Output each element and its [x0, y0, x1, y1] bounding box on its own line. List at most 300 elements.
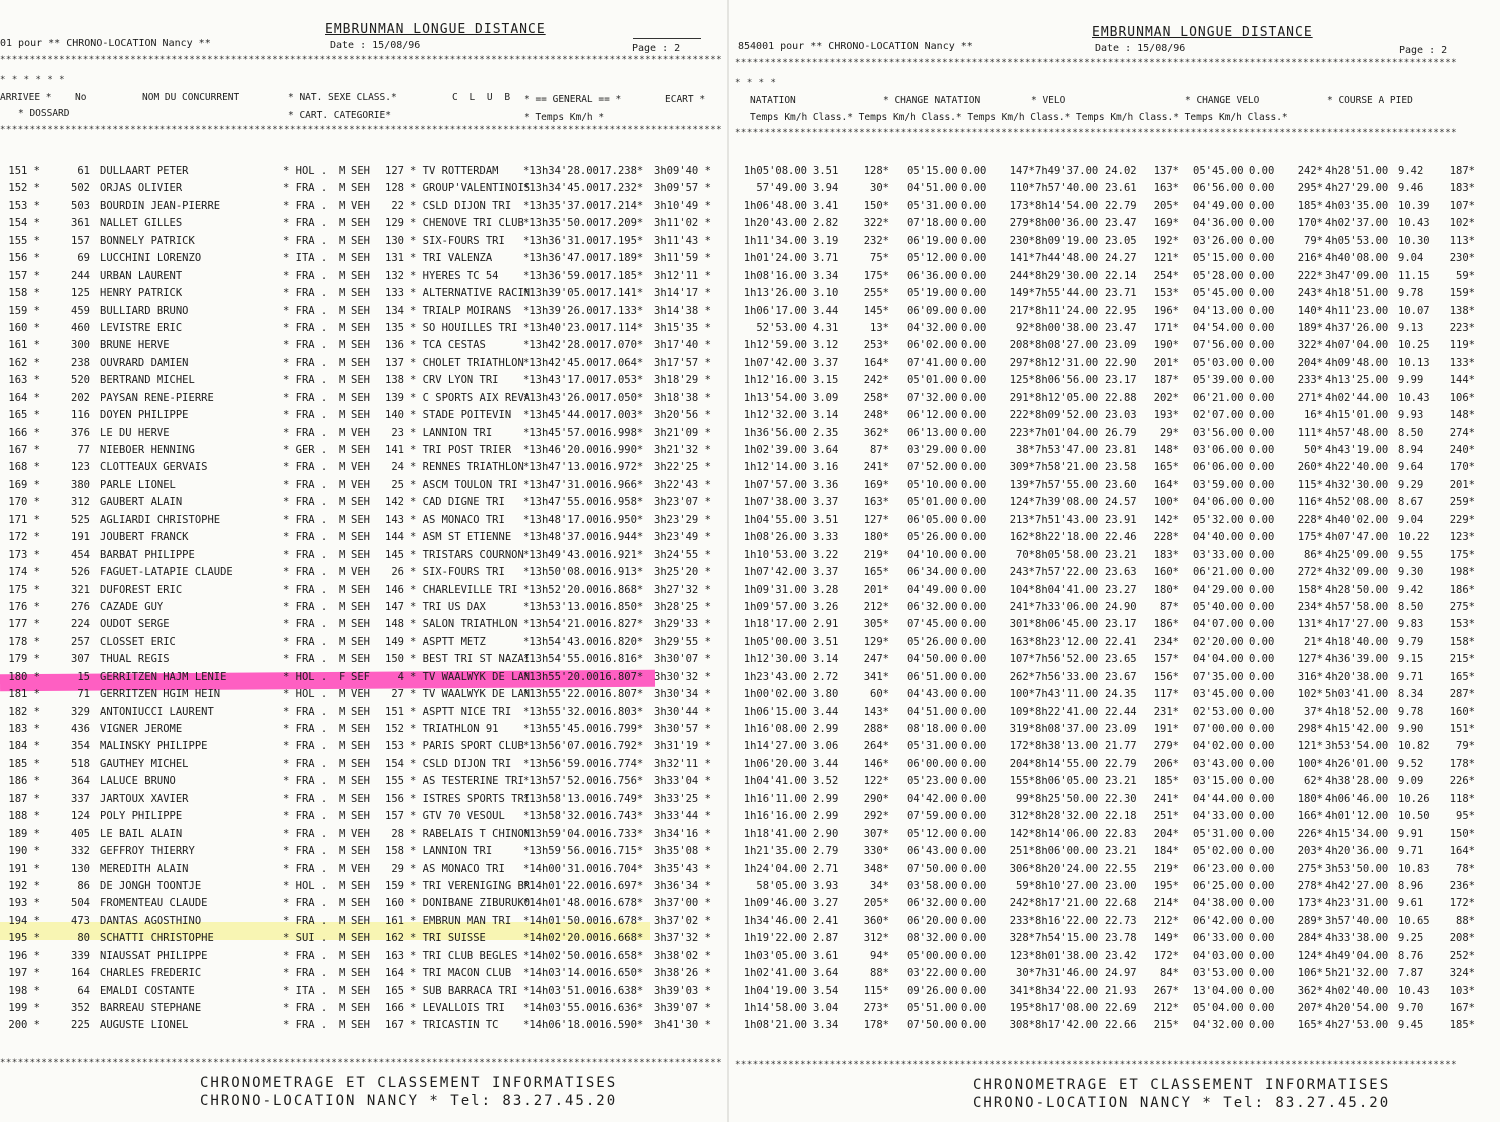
cell-runcls: 240*: [1449, 444, 1475, 456]
cell-name: SCHATTI CHRISTOPHE: [100, 932, 214, 945]
cell-rank: 169 *: [8, 478, 40, 491]
cell-t1cls: 162*: [1009, 531, 1035, 544]
cell-speed: 16.774*: [599, 757, 644, 770]
cell-bib: 520: [71, 374, 90, 387]
cell-sex: M: [339, 444, 346, 456]
cell-runcls: 159*: [1449, 287, 1475, 300]
cell-swimcls: 348*: [863, 862, 889, 875]
cell-t1km: 0.00: [961, 775, 987, 788]
cell-bikekm: 22.69: [1105, 1002, 1137, 1014]
cell-speed: 17.053*: [599, 374, 644, 387]
cell-t1km: 0.00: [961, 374, 987, 387]
cell-swimcls: 305*: [863, 618, 889, 631]
cell-t1km: 0.00: [961, 740, 987, 753]
cell-gap: 3h11'02 *: [654, 217, 711, 230]
cell-name: BULLIARD BRUNO: [100, 304, 189, 317]
cell-sex: M: [339, 897, 346, 910]
cell-runcls: 88*: [1456, 914, 1475, 927]
cell-nat: * FRA .: [283, 426, 328, 439]
cell-t1: 06'19.00: [907, 234, 958, 247]
cell-swim: 1h05'08.00: [743, 165, 807, 177]
cell-bike: 8h34'22.00: [1035, 984, 1099, 997]
cell-t2cls: 189*: [1297, 321, 1323, 334]
cell-gap: 3h14'17 *: [654, 287, 711, 300]
cell-club: * SALON TRIATHLON: [410, 618, 518, 631]
cell-t1cls: 92*: [1016, 321, 1035, 334]
cell-bike: 8h00'36.00: [1035, 217, 1099, 230]
cell-bike: 7h57'40.00: [1035, 182, 1099, 195]
page-gutter: [727, 0, 729, 1122]
cell-nat: * FRA .: [283, 792, 328, 805]
cell-bike: 8h06'45.00: [1035, 618, 1099, 631]
right-col-subheaders: Temps Km/h Class.* Temps Km/h Class.* Temps Km/h Class.* Temps Km/h Class.* Temps Km/h Class.*: [750, 112, 1288, 123]
cell-bike: 8h28'32.00: [1035, 810, 1099, 823]
cell-cls: 150: [385, 653, 404, 666]
cell-club: * RABELAIS T CHINON: [410, 827, 531, 840]
cell-nat: * HOL .: [283, 165, 328, 177]
cell-swimkm: 3.44: [813, 757, 839, 770]
cell-cat: SEH: [351, 304, 370, 317]
cell-runkm: 8.50: [1398, 600, 1424, 613]
cell-time: *13h34'45.00: [523, 182, 599, 195]
cell-t1km: 0.00: [961, 670, 987, 683]
right-col-course: * COURSE A PIED: [1327, 95, 1413, 106]
cell-bikekm: 23.09: [1105, 723, 1137, 735]
cell-swimkm: 3.19: [813, 234, 839, 247]
cell-run: 3h47'09.00: [1325, 269, 1389, 282]
cell-runcls: 107*: [1449, 199, 1475, 212]
cell-name: PARLE LIONEL: [100, 478, 176, 491]
cell-t1cls: 142*: [1009, 827, 1035, 840]
cell-cls: 141: [385, 444, 404, 456]
cell-swimkm: 3.06: [813, 740, 839, 753]
cell-t2km: 0.00: [1249, 496, 1275, 509]
cell-speed: 16.733*: [599, 827, 644, 840]
cell-runkm: 9.52: [1398, 757, 1424, 770]
cell-sex: M: [339, 217, 346, 230]
cell-cat: VEH: [351, 426, 370, 439]
left-title: EMBRUNMAN LONGUE DISTANCE: [325, 22, 546, 37]
cell-name: JARTOUX XAVIER: [100, 792, 189, 805]
cell-name: CLOSSET ERIC: [100, 635, 176, 648]
cell-swimkm: 3.93: [813, 879, 839, 892]
cell-t2km: 0.00: [1249, 199, 1275, 212]
cell-t2: 03'53.00: [1193, 967, 1244, 980]
cell-bikecls: 87*: [1160, 600, 1179, 613]
cell-t2km: 0.00: [1249, 217, 1275, 230]
cell-cat: SEH: [351, 618, 370, 631]
cell-club: * TV ROTTERDAM: [410, 165, 499, 177]
cell-runcls: 106*: [1449, 391, 1475, 404]
cell-t1cls: 70*: [1016, 548, 1035, 561]
cell-t2km: 0.00: [1249, 374, 1275, 387]
cell-swim: 1h02'39.00: [743, 444, 807, 456]
cell-nat: * HOL .: [283, 670, 328, 683]
cell-speed: 17.238*: [599, 165, 644, 177]
cell-t2km: 0.00: [1249, 583, 1275, 596]
cell-name: BONNELY PATRICK: [100, 234, 195, 247]
cell-gap: 3h35'08 *: [654, 845, 711, 858]
cell-runcls: 119*: [1449, 339, 1475, 352]
cell-t1cls: 172*: [1009, 740, 1035, 753]
cell-swimkm: 2.90: [813, 827, 839, 840]
cell-t1: 04'42.00: [907, 792, 958, 805]
cell-bike: 7h56'52.00: [1035, 653, 1099, 666]
cell-nat: * FRA .: [283, 269, 328, 282]
cell-bikecls: 234*: [1153, 635, 1179, 648]
cell-nat: * FRA .: [283, 1002, 328, 1014]
cell-time: *13h48'17.00: [523, 513, 599, 526]
left-col-general: * == GENERAL == *: [524, 94, 622, 105]
cell-run: 3h53'50.00: [1325, 862, 1389, 875]
cell-club: * SIX-FOURS TRI: [410, 234, 505, 247]
cell-speed: 16.638*: [599, 984, 644, 997]
cell-sex: M: [339, 287, 346, 300]
cell-speed: 17.195*: [599, 234, 644, 247]
cell-t2cls: 116*: [1297, 496, 1323, 509]
cell-cls: 149: [385, 635, 404, 648]
cell-sex: M: [339, 513, 346, 526]
cell-run: 4h43'19.00: [1325, 444, 1389, 456]
cell-bike: 8h22'41.00: [1035, 705, 1099, 718]
cell-t1km: 0.00: [961, 705, 987, 718]
cell-runcls: 153*: [1449, 618, 1475, 631]
cell-swimkm: 2.87: [813, 932, 839, 945]
cell-sex: M: [339, 374, 346, 387]
cell-t1km: 0.00: [961, 426, 987, 439]
cell-t2km: 0.00: [1249, 234, 1275, 247]
cell-t2cls: 140*: [1297, 304, 1323, 317]
cell-cat: SEH: [351, 182, 370, 195]
cell-t2km: 0.00: [1249, 653, 1275, 666]
cell-sex: M: [339, 810, 346, 823]
cell-runkm: 9.42: [1398, 165, 1424, 177]
cell-swimcls: 247*: [863, 653, 889, 666]
cell-sex: M: [339, 827, 346, 840]
cell-runkm: 10.82: [1398, 740, 1430, 753]
cell-bikecls: 195*: [1153, 879, 1179, 892]
cell-bib: 526: [71, 566, 90, 579]
cell-swimkm: 3.51: [813, 165, 839, 177]
cell-runkm: 10.50: [1398, 810, 1430, 823]
cell-club: * TRI CLUB BEGLES: [410, 949, 518, 962]
cell-swimcls: 248*: [863, 409, 889, 422]
cell-club: * LANNION TRI: [410, 426, 493, 439]
cell-run: 4h02'37.00: [1325, 217, 1389, 230]
cell-cls: 137: [385, 356, 404, 369]
cell-nat: * FRA .: [283, 705, 328, 718]
cell-bib: 86: [77, 879, 90, 892]
cell-t2: 07'56.00: [1193, 339, 1244, 352]
cell-t1: 06'34.00: [907, 566, 958, 579]
cell-swim: 1h09'31.00: [743, 583, 807, 596]
cell-speed: 17.141*: [599, 287, 644, 300]
cell-bike: 8h06'56.00: [1035, 374, 1099, 387]
cell-rank: 180 *: [8, 670, 40, 683]
cell-t2: 04'38.00: [1193, 897, 1244, 910]
cell-t1: 05'10.00: [907, 478, 958, 491]
cell-sex: M: [339, 932, 346, 945]
cell-gap: 3h11'43 *: [654, 234, 711, 247]
cell-t1cls: 262*: [1009, 670, 1035, 683]
cell-bikecls: 279*: [1153, 740, 1179, 753]
cell-swimkm: 3.09: [813, 391, 839, 404]
cell-t1: 04'51.00: [907, 182, 958, 195]
cell-t1cls: 291*: [1009, 391, 1035, 404]
cell-speed: 16.868*: [599, 583, 644, 596]
cell-swimkm: 3.22: [813, 548, 839, 561]
cell-name: MEREDITH ALAIN: [100, 862, 189, 875]
cell-run: 3h53'54.00: [1325, 740, 1389, 753]
cell-speed: 17.003*: [599, 409, 644, 422]
cell-speed: 16.944*: [599, 531, 644, 544]
cell-cat: SEH: [351, 269, 370, 282]
cell-cls: 152: [385, 723, 404, 735]
cell-name: DOYEN PHILIPPE: [100, 409, 189, 422]
cell-swimcls: 129*: [863, 635, 889, 648]
cell-cat: SEH: [351, 217, 370, 230]
cell-name: OUDOT SERGE: [100, 618, 170, 631]
cell-bikekm: 22.55: [1105, 862, 1137, 875]
cell-runkm: 10.22: [1398, 531, 1430, 544]
cell-t2km: 0.00: [1249, 862, 1275, 875]
cell-cls: 127: [385, 165, 404, 177]
cell-bikecls: 206*: [1153, 757, 1179, 770]
cell-speed: 16.816*: [599, 653, 644, 666]
cell-runkm: 9.78: [1398, 705, 1424, 718]
cell-cls: 26: [391, 566, 404, 579]
cell-bib: 300: [71, 339, 90, 352]
cell-name: JOUBERT FRANCK: [100, 531, 189, 544]
cell-t1km: 0.00: [961, 618, 987, 631]
cell-rank: 170 *: [8, 496, 40, 509]
cell-runkm: 9.04: [1398, 252, 1424, 265]
cell-swim: 1h12'59.00: [743, 339, 807, 352]
cell-bike: 8h12'31.00: [1035, 356, 1099, 369]
cell-run: 4h33'38.00: [1325, 932, 1389, 945]
cell-bikecls: 212*: [1153, 914, 1179, 927]
cell-t2cls: 102*: [1297, 688, 1323, 701]
cell-cat: SEH: [351, 356, 370, 369]
cell-runcls: 123*: [1449, 531, 1475, 544]
cell-t1cls: 312*: [1009, 810, 1035, 823]
cell-sex: M: [339, 792, 346, 805]
cell-cls: 147: [385, 600, 404, 613]
cell-rank: 186 *: [8, 775, 40, 788]
cell-sex: M: [339, 914, 346, 927]
cell-rank: 157 *: [8, 269, 40, 282]
cell-t2km: 0.00: [1249, 792, 1275, 805]
cell-t2: 13'04.00: [1193, 984, 1244, 997]
cell-t2: 06'23.00: [1193, 862, 1244, 875]
cell-t2: 06'21.00: [1193, 391, 1244, 404]
cell-t1cls: 223*: [1009, 426, 1035, 439]
cell-bike: 8h09'52.00: [1035, 409, 1099, 422]
cell-bike: 7h43'11.00: [1035, 688, 1099, 701]
cell-t2cls: 21*: [1304, 635, 1323, 648]
cell-swimkm: 3.26: [813, 600, 839, 613]
cell-runcls: 287*: [1449, 688, 1475, 701]
cell-rank: 173 *: [8, 548, 40, 561]
cell-t1: 05'51.00: [907, 1002, 958, 1014]
cell-time: *13h55'32.00: [523, 705, 599, 718]
cell-bib: 123: [71, 461, 90, 474]
cell-runkm: 10.07: [1398, 304, 1430, 317]
cell-bike: 8h06'05.00: [1035, 775, 1099, 788]
cell-t2km: 0.00: [1249, 182, 1275, 195]
cell-t1cls: 251*: [1009, 845, 1035, 858]
cell-rank: 176 *: [8, 600, 40, 613]
cell-t2: 05'28.00: [1193, 269, 1244, 282]
cell-t2cls: 242*: [1297, 165, 1323, 177]
cell-time: *13h36'59.00: [523, 269, 599, 282]
cell-bikecls: 156*: [1153, 670, 1179, 683]
left-star-separator-bottom: **************************************************************************************************************************: [0, 1058, 722, 1068]
cell-runkm: 9.13: [1398, 321, 1424, 334]
cell-t2cls: 100*: [1297, 757, 1323, 770]
cell-runkm: 9.93: [1398, 409, 1424, 422]
cell-club: * TRI MACON CLUB: [410, 967, 512, 980]
cell-cls: 27: [391, 688, 404, 701]
cell-swimcls: 362*: [863, 426, 889, 439]
cell-cat: SEH: [351, 653, 370, 666]
cell-bikekm: 24.02: [1105, 165, 1137, 177]
cell-t1km: 0.00: [961, 600, 987, 613]
cell-t2km: 0.00: [1249, 723, 1275, 735]
cell-cat: VEH: [351, 199, 370, 212]
cell-swimcls: 341*: [863, 670, 889, 683]
cell-t1cls: 110*: [1009, 182, 1035, 195]
cell-t2: 02'53.00: [1193, 705, 1244, 718]
cell-cat: SEH: [351, 757, 370, 770]
cell-rank: 163 *: [8, 374, 40, 387]
cell-bib: 257: [71, 635, 90, 648]
cell-t2km: 0.00: [1249, 967, 1275, 980]
cell-swimcls: 288*: [863, 723, 889, 735]
cell-gap: 3h41'30 *: [654, 1019, 711, 1032]
cell-bike: 8h38'13.00: [1035, 740, 1099, 753]
cell-bib: 71: [77, 688, 90, 701]
cell-speed: 16.678*: [599, 914, 644, 927]
cell-runkm: 9.71: [1398, 845, 1424, 858]
cell-nat: * ITA .: [283, 252, 328, 265]
cell-t1km: 0.00: [961, 182, 987, 195]
cell-t2km: 0.00: [1249, 827, 1275, 840]
cell-sex: M: [339, 426, 346, 439]
cell-t1: 05'26.00: [907, 531, 958, 544]
cell-run: 4h07'04.00: [1325, 339, 1389, 352]
cell-swimcls: 232*: [863, 234, 889, 247]
cell-t2: 04'04.00: [1193, 653, 1244, 666]
cell-name: HENRY PATRICK: [100, 287, 183, 300]
cell-t2cls: 272*: [1297, 566, 1323, 579]
cell-t1: 09'26.00: [907, 984, 958, 997]
cell-bib: 459: [71, 304, 90, 317]
cell-swimcls: 178*: [863, 1019, 889, 1032]
cell-nat: * FRA .: [283, 391, 328, 404]
cell-t1km: 0.00: [961, 967, 987, 980]
cell-swimkm: 3.64: [813, 444, 839, 456]
cell-bikekm: 24.97: [1105, 967, 1137, 980]
cell-swimcls: 145*: [863, 304, 889, 317]
cell-swim: 1h21'35.00: [743, 845, 807, 858]
cell-club: * EMBRUN MAN TRI: [410, 914, 512, 927]
cell-t2km: 0.00: [1249, 252, 1275, 265]
cell-runkm: 9.45: [1398, 1019, 1424, 1032]
cell-t2km: 0.00: [1249, 269, 1275, 282]
cell-bib: 224: [71, 618, 90, 631]
cell-runcls: 138*: [1449, 304, 1475, 317]
cell-club: * RENNES TRIATHLON: [410, 461, 524, 474]
cell-t1cls: 243*: [1009, 566, 1035, 579]
cell-bikecls: 231*: [1153, 705, 1179, 718]
cell-bikecls: 153*: [1153, 287, 1179, 300]
cell-bib: 354: [71, 740, 90, 753]
cell-name: LE BAIL ALAIN: [100, 827, 183, 840]
cell-t1: 05'23.00: [907, 775, 958, 788]
cell-t1km: 0.00: [961, 339, 987, 352]
cell-t2cls: 284*: [1297, 932, 1323, 945]
cell-t2: 06'33.00: [1193, 932, 1244, 945]
cell-runcls: 215*: [1449, 653, 1475, 666]
cell-bikekm: 23.47: [1105, 321, 1137, 334]
cell-time: *13h54'21.00: [523, 618, 599, 631]
cell-cat: SEH: [351, 287, 370, 300]
cell-run: 3h57'40.00: [1325, 914, 1389, 927]
cell-club: * CAD DIGNE TRI: [410, 496, 505, 509]
cell-t1km: 0.00: [961, 287, 987, 300]
cell-run: 4h32'30.00: [1325, 478, 1389, 491]
cell-gap: 3h22'43 *: [654, 478, 711, 491]
cell-run: 4h23'31.00: [1325, 897, 1389, 910]
cell-time: *14h01'48.00: [523, 897, 599, 910]
cell-bikekm: 26.79: [1105, 426, 1137, 439]
cell-speed: 16.756*: [599, 775, 644, 788]
cell-bikekm: 22.66: [1105, 1019, 1137, 1032]
cell-runkm: 10.30: [1398, 234, 1430, 247]
cell-swimkm: 3.37: [813, 356, 839, 369]
cell-speed: 16.803*: [599, 705, 644, 718]
cell-swim: 1h03'05.00: [743, 949, 807, 962]
cell-rank: 158 *: [8, 287, 40, 300]
cell-time: *13h58'13.00: [523, 792, 599, 805]
cell-t2km: 0.00: [1249, 356, 1275, 369]
cell-rank: 198 *: [8, 984, 40, 997]
cell-t1km: 0.00: [961, 496, 987, 509]
cell-bike: 7h49'37.00: [1035, 165, 1099, 177]
cell-bikekm: 23.81: [1105, 444, 1137, 456]
cell-swimkm: 2.99: [813, 723, 839, 735]
cell-rank: 175 *: [8, 583, 40, 596]
cell-t1: 04'49.00: [907, 583, 958, 596]
cell-speed: 16.743*: [599, 810, 644, 823]
cell-club: * BEST TRI ST NAZAI: [410, 653, 531, 666]
cell-nat: * FRA .: [283, 566, 328, 579]
cell-swim: 1h19'22.00: [743, 932, 807, 945]
cell-gap: 3h37'00 *: [654, 897, 711, 910]
cell-cat: SEF: [351, 670, 370, 683]
cell-sex: F: [339, 670, 346, 683]
cell-bikecls: 169*: [1153, 217, 1179, 230]
cell-run: 4h11'23.00: [1325, 304, 1389, 317]
cell-swimkm: 3.27: [813, 897, 839, 910]
cell-sex: M: [339, 723, 346, 735]
cell-name: LE DU HERVE: [100, 426, 170, 439]
cell-club: * SUB BARRACA TRI: [410, 984, 518, 997]
cell-t1cls: 124*: [1009, 496, 1035, 509]
cell-club: * TV WAALWYK DE LAN: [410, 670, 531, 683]
cell-run: 4h42'27.00: [1325, 879, 1389, 892]
